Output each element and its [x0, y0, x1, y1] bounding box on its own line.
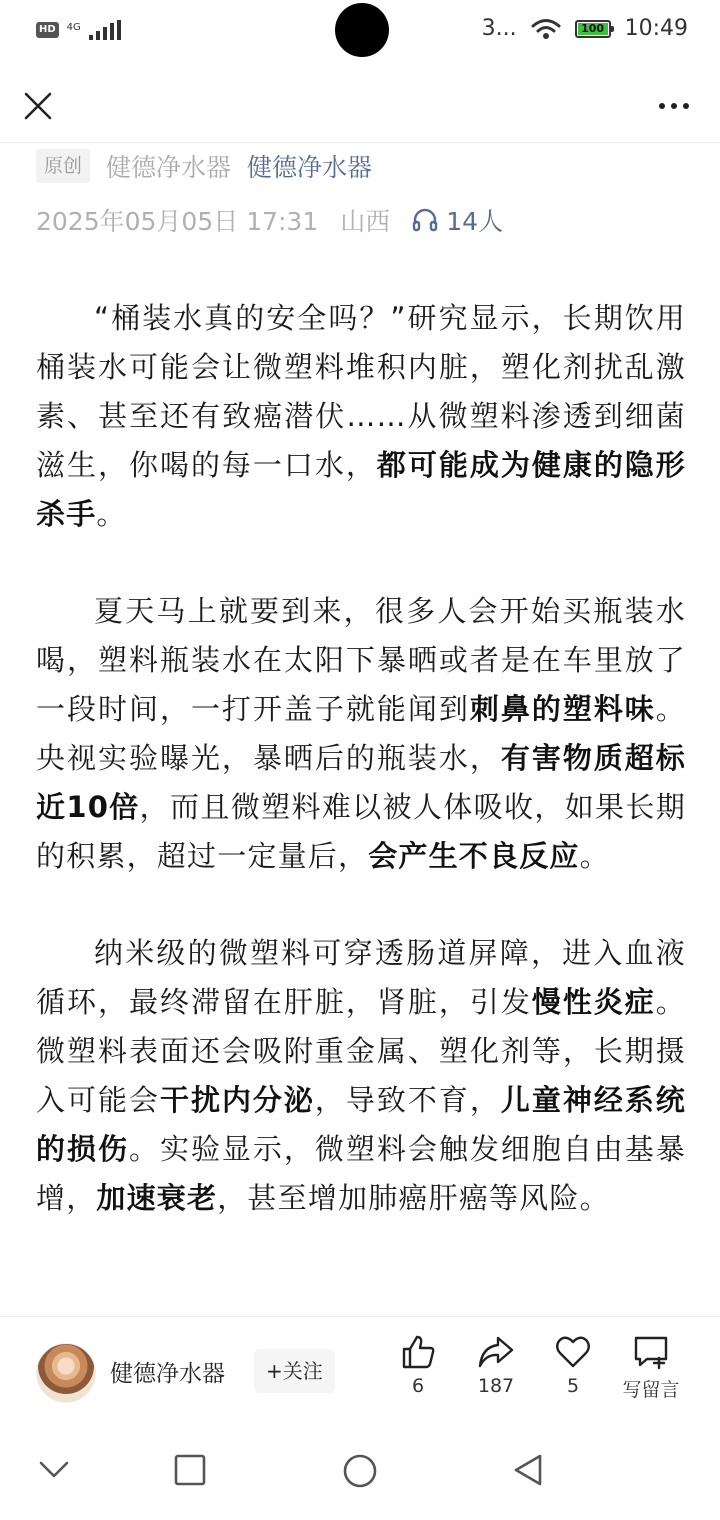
nav-recents-button[interactable] [172, 1452, 208, 1492]
article-paragraph [36, 929, 686, 1223]
account-link[interactable]: 健德净水器 [247, 153, 373, 182]
like-count: 6 [411, 1375, 425, 1397]
bold-text: 儿童神经系统的损伤 [36, 1083, 687, 1166]
top-bar [0, 70, 720, 143]
bold-text: 会产生不良反应 [368, 839, 580, 873]
bold-text: 加速衰老 [96, 1181, 218, 1215]
paragraph-text: 夏天马上就要到来，很多人会开始买瓶装水喝，塑料瓶装水在太阳下暴晒或者是在车里放了一段时间，一打开盖子就能闻到 [36, 594, 686, 726]
more-dot-icon [659, 103, 665, 109]
paragraph-text: 。央视实验曝光，暴晒后的瓶装水， [36, 692, 686, 775]
back-triangle-icon [510, 1452, 546, 1488]
notification-count: 3... [481, 16, 517, 41]
listen-button[interactable] [412, 202, 503, 238]
heart-icon [554, 1333, 592, 1371]
paragraph-text: ，导致不育， [314, 1083, 501, 1117]
nav-collapse-button[interactable] [36, 1452, 72, 1492]
paragraph-text: 。微塑料表面还会吸附重金属、塑化剂等，长期摄入可能会 [36, 985, 686, 1117]
battery-icon [575, 20, 611, 38]
status-bar [0, 0, 720, 64]
circle-icon [341, 1452, 379, 1490]
comment-add-icon [632, 1333, 670, 1371]
listener-count: 14人 [446, 207, 504, 236]
hd-badge: HD [36, 22, 59, 38]
status-left [36, 20, 121, 40]
more-button[interactable] [654, 92, 694, 120]
status-right [482, 16, 688, 41]
favorite-button[interactable] [533, 1333, 613, 1397]
bold-text: 干扰内分泌 [159, 1083, 315, 1117]
bold-text: 有害物质超标近10倍 [36, 741, 686, 824]
nav-back-button[interactable] [510, 1452, 546, 1492]
original-badge: 原创 [36, 149, 90, 183]
share-arrow-icon [477, 1333, 515, 1371]
more-dot-icon [671, 103, 677, 109]
article-body [36, 294, 686, 1271]
bottom-action-bar [0, 1316, 720, 1421]
publish-location: 山西 [340, 207, 391, 236]
author-name: 健德净水器 [106, 153, 232, 182]
close-icon [18, 86, 58, 126]
bold-text: 都可能成为健康的隐形杀手 [36, 448, 686, 531]
account-name[interactable]: 健德净水器 [110, 1361, 225, 1387]
paragraph-text: ，甚至增加肺癌肝癌等风险。 [217, 1181, 610, 1215]
wifi-icon [531, 18, 561, 40]
share-button[interactable] [456, 1333, 536, 1397]
headphones-icon [412, 207, 438, 233]
battery-level: 100 [581, 21, 605, 35]
battery-cap [611, 26, 614, 32]
nav-home-button[interactable] [341, 1452, 379, 1494]
share-count: 187 [477, 1375, 515, 1397]
article-meta [36, 148, 372, 184]
network-type: 4G [66, 21, 81, 33]
clock: 10:49 [624, 16, 688, 41]
paragraph-text: 。 [96, 497, 127, 531]
like-button[interactable] [378, 1333, 458, 1397]
paragraph-text: 。实验显示，微塑料会触发细胞自由基暴增， [36, 1132, 686, 1215]
close-button[interactable] [18, 86, 58, 126]
more-dot-icon [683, 103, 689, 109]
follow-button[interactable]: +关注 [254, 1349, 335, 1393]
publish-date: 2025年05月05日 17:31 [36, 207, 319, 236]
paragraph-text: “桶装水真的安全吗？”研究显示，长期饮用桶装水可能会让微塑料堆积内脏，塑化剂扰乱激素、甚至还有致癌潜伏……从微塑料渗透到细菌滋生，你喝的每一口水， [36, 301, 686, 482]
article-paragraph [36, 294, 686, 539]
article-info [36, 202, 503, 238]
paragraph-text: 纳米级的微塑料可穿透肠道屏障，进入血液循环，最终滞留在肝脏，肾脏，引发 [36, 936, 686, 1019]
signal-icon [89, 20, 121, 40]
paragraph-text: 。 [579, 839, 610, 873]
bold-text: 刺鼻的塑料味 [469, 692, 656, 726]
article-paragraph [36, 587, 686, 881]
comment-button[interactable] [611, 1333, 691, 1402]
navigation-bar [0, 1420, 720, 1520]
heart-count: 5 [566, 1375, 580, 1397]
square-icon [172, 1452, 208, 1488]
thumbs-up-icon [399, 1333, 437, 1371]
bold-text: 慢性炎症 [531, 985, 656, 1019]
camera-cutout [335, 3, 389, 57]
paragraph-text: ，而且微塑料难以被人体吸收，如果长期的积累，超过一定量后， [36, 790, 686, 873]
account-avatar[interactable] [36, 1343, 96, 1403]
comment-label: 写留言 [622, 1379, 680, 1401]
chevron-down-icon [36, 1452, 72, 1488]
